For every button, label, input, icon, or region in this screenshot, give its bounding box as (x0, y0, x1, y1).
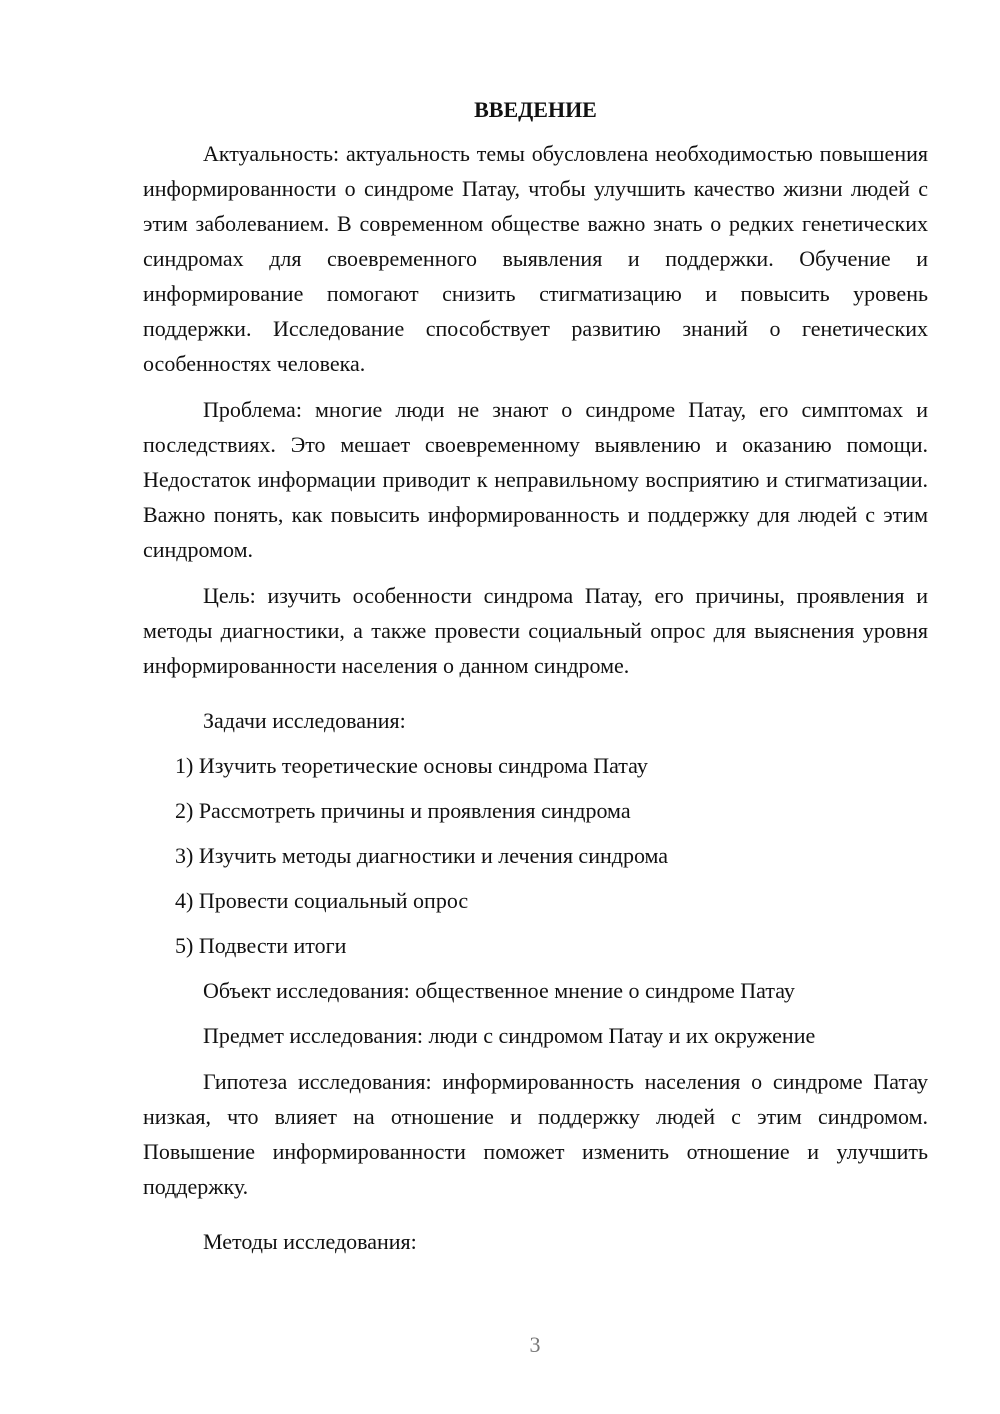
tasks-heading: Задачи исследования: (203, 708, 406, 733)
subject-paragraph: Предмет исследования: люди с синдромом Патау и их окружение (203, 1023, 816, 1048)
task-item: 3) Изучить методы диагностики и лечения синдрома (175, 843, 669, 868)
page-number: 3 (529, 1332, 541, 1357)
methods-heading: Методы исследования: (203, 1229, 417, 1254)
object-paragraph: Объект исследования: общественное мнение о синдроме Патау (203, 978, 795, 1003)
problem-paragraph: Проблема: многие люди не знают о синдроме Патау, его симптомах и последствиях. Это мешает своевременному выявлению и оказанию помощи. Недостаток информации приводит к неправильному восприятию и стигматизации. Важно понять, как повысить информированность и поддержку для людей с этим синдромом. (143, 397, 928, 562)
goal-paragraph: Цель: изучить особенности синдрома Патау, его причины, проявления и методы диагностики, а также провести социальный опрос для выяснения уровня информированности населения о данном синдроме. (143, 583, 928, 678)
document-title: ВВЕДЕНИЕ (474, 97, 597, 122)
task-item: 1) Изучить теоретические основы синдрома Патау (175, 753, 648, 778)
task-item: 4) Провести социальный опрос (175, 888, 469, 913)
tasks-list (143, 748, 928, 963)
document-page (143, 0, 928, 1259)
task-item: 2) Рассмотреть причины и проявления синдрома (175, 798, 631, 823)
task-item: 5) Подвести итоги (175, 933, 347, 958)
hypothesis-paragraph: Гипотеза исследования: информированность населения о синдроме Патау низкая, что влияет на отношение и поддержку людей с этим синдромом. Повышение информированности поможет изменить отношение и улучшить поддержку. (143, 1069, 928, 1199)
relevance-paragraph: Актуальность: актуальность темы обусловлена необходимостью повышения информированности о синдроме Патау, чтобы улучшить качество жизни людей с этим заболеванием. В современном обществе важно знать о редких генетических синдромах для своевременного выявления и поддержки. Обучение и информирование помогают снизить стигматизацию и повысить уровень поддержки. Исследование способствует развитию знаний о генетических особенностях человека. (143, 141, 928, 376)
